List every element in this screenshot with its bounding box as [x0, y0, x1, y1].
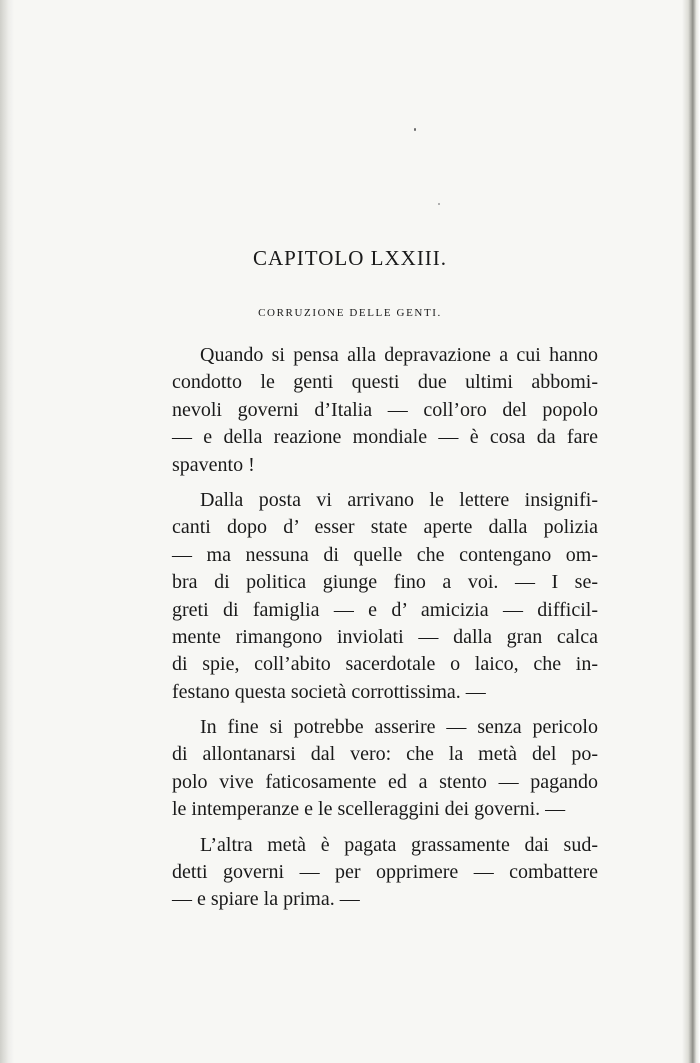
- text-line: di spie, coll’abito sacerdotale o laico, che in-: [172, 653, 598, 676]
- text-line: Quando si pensa alla depravazione a cui hanno: [200, 344, 598, 366]
- print-speck: [414, 128, 416, 131]
- print-speck: [438, 203, 440, 205]
- chapter-title: CAPITOLO LXXIII.: [252, 246, 448, 270]
- chapter-body: [172, 342, 598, 922]
- text-line: — ma nessuna di quelle che contengano om-: [172, 543, 598, 566]
- text-line: In fine si potrebbe asserire — senza pericolo: [200, 716, 598, 739]
- paragraph-4: [172, 832, 598, 914]
- page-binding-shadow: [0, 0, 14, 1063]
- text-line: — e spiare la prima. —: [172, 888, 360, 911]
- text-line: festano questa società corrottissima. —: [172, 680, 486, 703]
- text-line: — e della reazione mondiale — è cosa da fare: [172, 426, 598, 449]
- page-edge: [682, 0, 700, 1063]
- text-line: condotto le genti questi due ultimi abbomi-: [172, 371, 598, 394]
- text-line: di allontanarsi dal vero: che la metà del po-: [172, 743, 598, 766]
- text-line: spavento !: [172, 453, 255, 476]
- text-line: canti dopo d’ esser state aperte dalla polizia: [172, 516, 598, 539]
- chapter-subtitle: CORRUZIONE DELLE GENTI.: [258, 307, 442, 319]
- text-line: polo vive faticosamente ed a stento — pagando: [172, 770, 598, 793]
- paragraph-1: [172, 342, 598, 479]
- text-line: detti governi — per opprimere — combattere: [172, 861, 598, 884]
- paragraph-2: [172, 487, 598, 706]
- text-line: bra di politica giunge fino a voi. — I se-: [172, 571, 598, 594]
- text-line: mente rimangono inviolati — dalla gran calca: [172, 625, 598, 648]
- text-line: Dalla posta vi arrivano le lettere insignifi-: [200, 488, 598, 511]
- paragraph-3: [172, 714, 598, 824]
- text-line: le intemperanze e le scelleraggini dei governi. —: [172, 798, 566, 821]
- text-line: nevoli governi d’Italia — coll’oro del popolo: [172, 398, 598, 421]
- text-line: greti di famiglia — e d’ amicizia — difficil-: [172, 598, 598, 621]
- text-line: L’altra metà è pagata grassamente dai sud-: [200, 833, 598, 856]
